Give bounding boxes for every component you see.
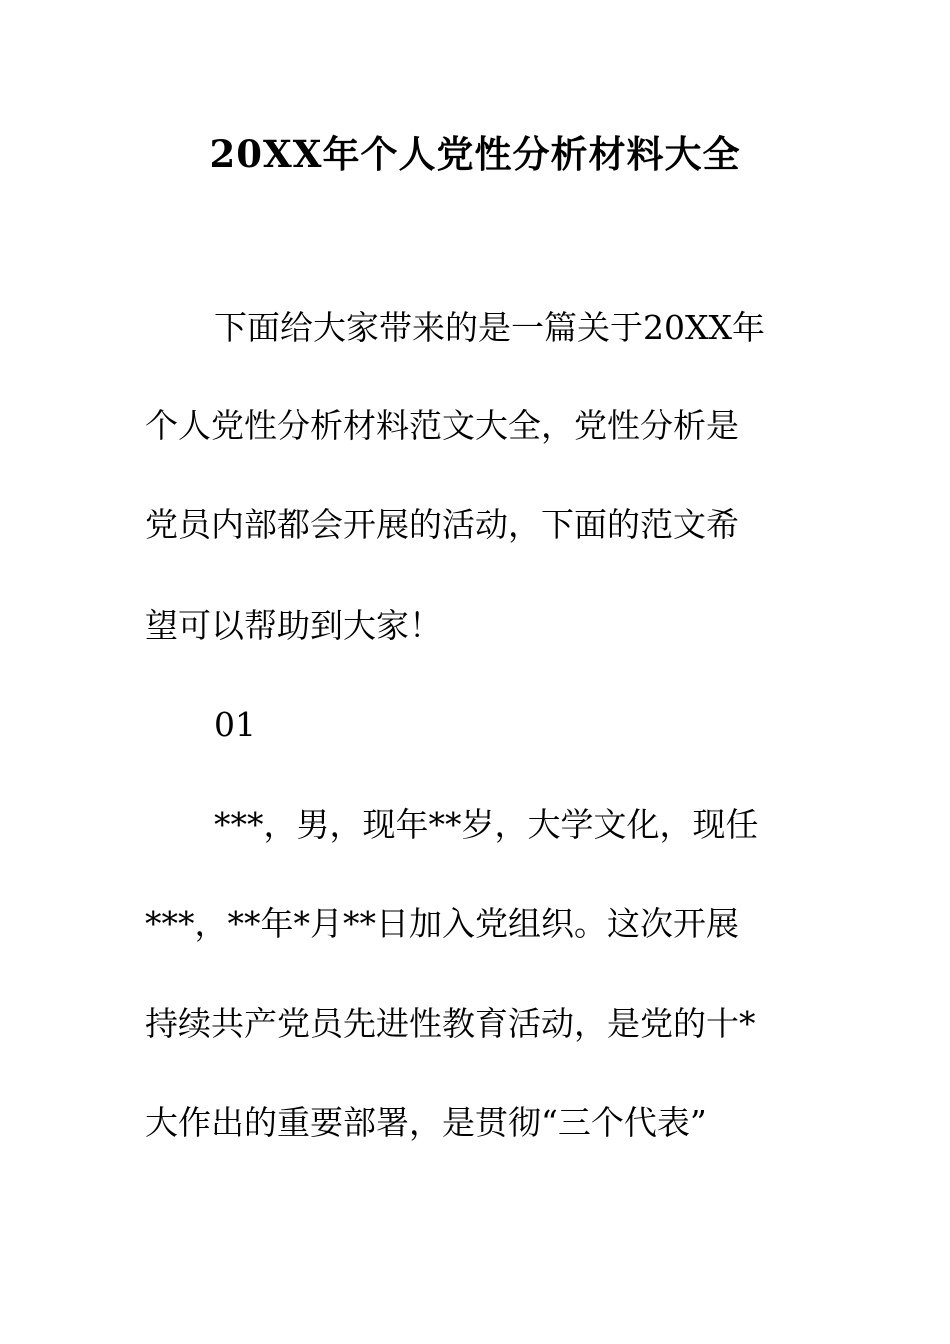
- paragraph-line: ***，**年*月**日加入党组织。这次开展: [145, 904, 739, 943]
- section-number: 01: [214, 705, 256, 744]
- paragraph-line: ***，男，现年**岁，大学文化，现任: [214, 805, 759, 844]
- paragraph-line: 持续共产党员先进性教育活动，是党的十*: [145, 1004, 756, 1043]
- paragraph-line: 大作出的重要部署，是贯彻“三个代表”: [145, 1103, 707, 1142]
- paragraph-line: 党员内部都会开展的活动，下面的范文希: [145, 505, 739, 544]
- paragraph-line: 下面给大家带来的是一篇关于20XX年: [214, 308, 765, 347]
- paragraph-line: 个人党性分析材料范文大全，党性分析是: [145, 406, 739, 445]
- paragraph-line: 望可以帮助到大家！: [145, 606, 442, 645]
- document-title: 20XX年个人党性分析材料大全: [209, 132, 741, 176]
